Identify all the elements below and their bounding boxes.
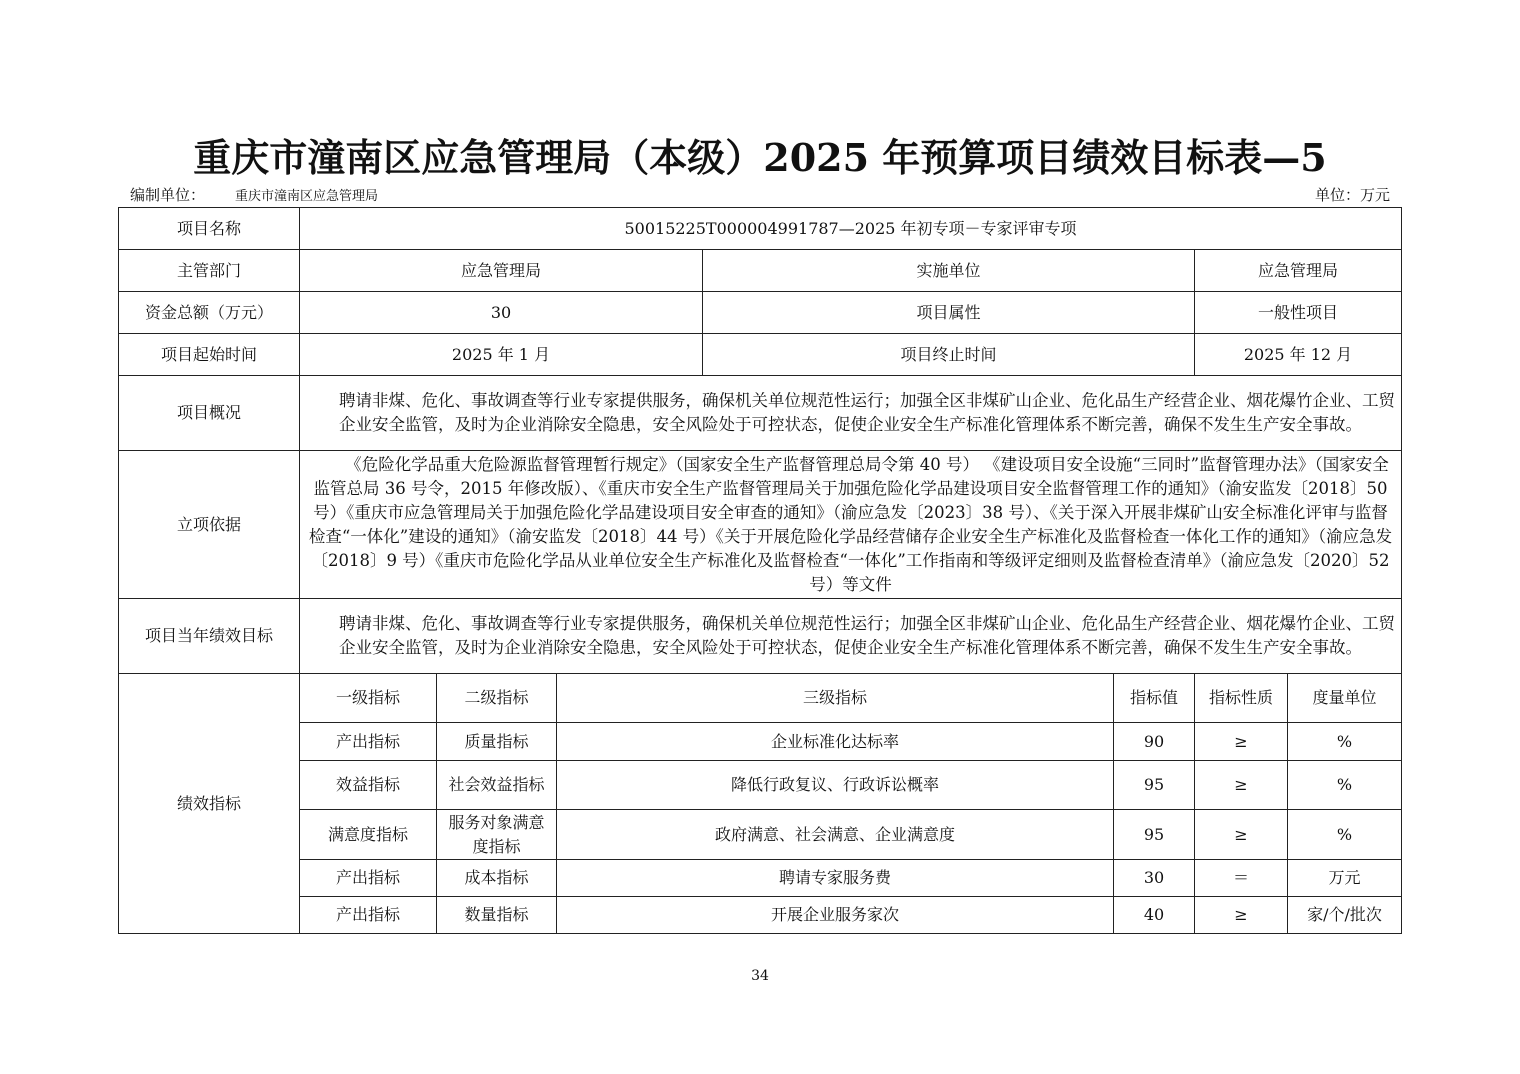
- row-basis: [119, 451, 1402, 599]
- header-nature: 指标性质: [1195, 674, 1288, 723]
- impl-value: 应急管理局: [1195, 250, 1402, 292]
- dept-value: 应急管理局: [300, 250, 703, 292]
- header-unit: 度量单位: [1288, 674, 1402, 723]
- value-cell: 30: [1114, 860, 1195, 897]
- unit-cell: %: [1288, 810, 1402, 860]
- level3-cell: 政府满意、社会满意、企业满意度: [557, 810, 1114, 860]
- table-row: [119, 860, 1402, 897]
- attr-label: 项目属性: [703, 292, 1195, 334]
- table-row: [119, 810, 1402, 860]
- impl-label: 实施单位: [703, 250, 1195, 292]
- value-cell: 95: [1114, 761, 1195, 810]
- unit-label: 单位：万元: [1314, 186, 1390, 204]
- level2-cell: 数量指标: [437, 897, 557, 934]
- unit-cell: %: [1288, 761, 1402, 810]
- indicator-header-row: [119, 674, 1402, 723]
- level3-cell: 降低行政复议、行政诉讼概率: [557, 761, 1114, 810]
- nature-cell: ≥: [1195, 810, 1288, 860]
- row-goal: [119, 599, 1402, 674]
- level1-cell: 产出指标: [300, 723, 437, 761]
- header-level2: 二级指标: [437, 674, 557, 723]
- end-label: 项目终止时间: [703, 334, 1195, 376]
- page-number: 34: [751, 968, 769, 984]
- level1-cell: 满意度指标: [300, 810, 437, 860]
- value-cell: 95: [1114, 810, 1195, 860]
- dept-label: 主管部门: [119, 250, 300, 292]
- nature-cell: ＝: [1195, 860, 1288, 897]
- goal-label: 项目当年绩效目标: [119, 599, 300, 674]
- table-row: [119, 761, 1402, 810]
- basis-value: 《危险化学品重大危险源监督管理暂行规定》（国家安全生产监督管理总局令第 40 号） 《建设项目安全设施“三同时”监督管理办法》（国家安全监管总局 36 号令，2015 年修改版）、《重庆市安全生产监督管理局关于加强危险化学品建设项目安全监督管理工作的通知》（渝安监发〔2018〕50 号）《重庆市应急管理局关于加强危险化学品建设项目安全审查的通知》（渝应急发〔2023〕38 号）、《关于深入开展非煤矿山安全标准化评审与监督检查“一体化”建设的通知》（渝安监发〔2018〕44 号）《关于开展危险化学品经营储存企业安全生产标准化及监督检查一体化工作的通知》（渝应急发〔2018〕9 号）《重庆市危险化学品从业单位安全生产标准化及监督检查“一体化”工作指南和等级评定细则及监督检查清单》（渝应急发〔2020〕52 号）等文件: [300, 451, 1402, 599]
- table-row: [119, 897, 1402, 934]
- overview-label: 项目概况: [119, 376, 300, 451]
- row-fund: [119, 292, 1402, 334]
- project-name-label: 项目名称: [119, 208, 300, 250]
- performance-table: [118, 207, 1402, 934]
- level3-cell: 企业标准化达标率: [557, 723, 1114, 761]
- overview-value: 聘请非煤、危化、事故调查等行业专家提供服务，确保机关单位规范性运行；加强全区非煤矿山企业、危化品生产经营企业、烟花爆竹企业、工贸企业安全监管，及时为企业消除安全隐患，安全风险处于可控状态，促使企业安全生产标准化管理体系不断完善，确保不发生生产安全事故。: [300, 376, 1402, 451]
- org-label: 编制单位：: [130, 186, 206, 204]
- attr-value: 一般性项目: [1195, 292, 1402, 334]
- org-value: 重庆市潼南区应急管理局: [235, 189, 379, 204]
- unit-cell: 家/个/批次: [1288, 897, 1402, 934]
- table-row: [119, 723, 1402, 761]
- fund-value: 30: [300, 292, 703, 334]
- level3-cell: 聘请专家服务费: [557, 860, 1114, 897]
- page-title: 重庆市潼南区应急管理局（本级）2025 年预算项目绩效目标表—5: [193, 135, 1327, 180]
- header-level3: 三级指标: [557, 674, 1114, 723]
- nature-cell: ≥: [1195, 897, 1288, 934]
- row-period: [119, 334, 1402, 376]
- row-project-name: [119, 208, 1402, 250]
- row-overview: [119, 376, 1402, 451]
- level3-cell: 开展企业服务家次: [557, 897, 1114, 934]
- value-cell: 90: [1114, 723, 1195, 761]
- start-label: 项目起始时间: [119, 334, 300, 376]
- level1-cell: 效益指标: [300, 761, 437, 810]
- level2-cell: 服务对象满意度指标: [437, 810, 557, 860]
- fund-label: 资金总额（万元）: [119, 292, 300, 334]
- level1-cell: 产出指标: [300, 860, 437, 897]
- level2-cell: 社会效益指标: [437, 761, 557, 810]
- goal-value: 聘请非煤、危化、事故调查等行业专家提供服务，确保机关单位规范性运行；加强全区非煤矿山企业、危化品生产经营企业、烟花爆竹企业、工贸企业安全监管，及时为企业消除安全隐患，安全风险处于可控状态，促使企业安全生产标准化管理体系不断完善，确保不发生生产安全事故。: [300, 599, 1402, 674]
- end-value: 2025 年 12 月: [1195, 334, 1402, 376]
- start-value: 2025 年 1 月: [300, 334, 703, 376]
- level1-cell: 产出指标: [300, 897, 437, 934]
- row-department: [119, 250, 1402, 292]
- value-cell: 40: [1114, 897, 1195, 934]
- indicators-section-label: 绩效指标: [119, 674, 300, 934]
- header-value: 指标值: [1114, 674, 1195, 723]
- level2-cell: 质量指标: [437, 723, 557, 761]
- header-level1: 一级指标: [300, 674, 437, 723]
- org-line: [130, 186, 378, 206]
- nature-cell: ≥: [1195, 723, 1288, 761]
- unit-cell: %: [1288, 723, 1402, 761]
- nature-cell: ≥: [1195, 761, 1288, 810]
- level2-cell: 成本指标: [437, 860, 557, 897]
- unit-cell: 万元: [1288, 860, 1402, 897]
- basis-label: 立项依据: [119, 451, 300, 599]
- project-name-value: 50015225T000004991787—2025 年初专项－专家评审专项: [300, 208, 1402, 250]
